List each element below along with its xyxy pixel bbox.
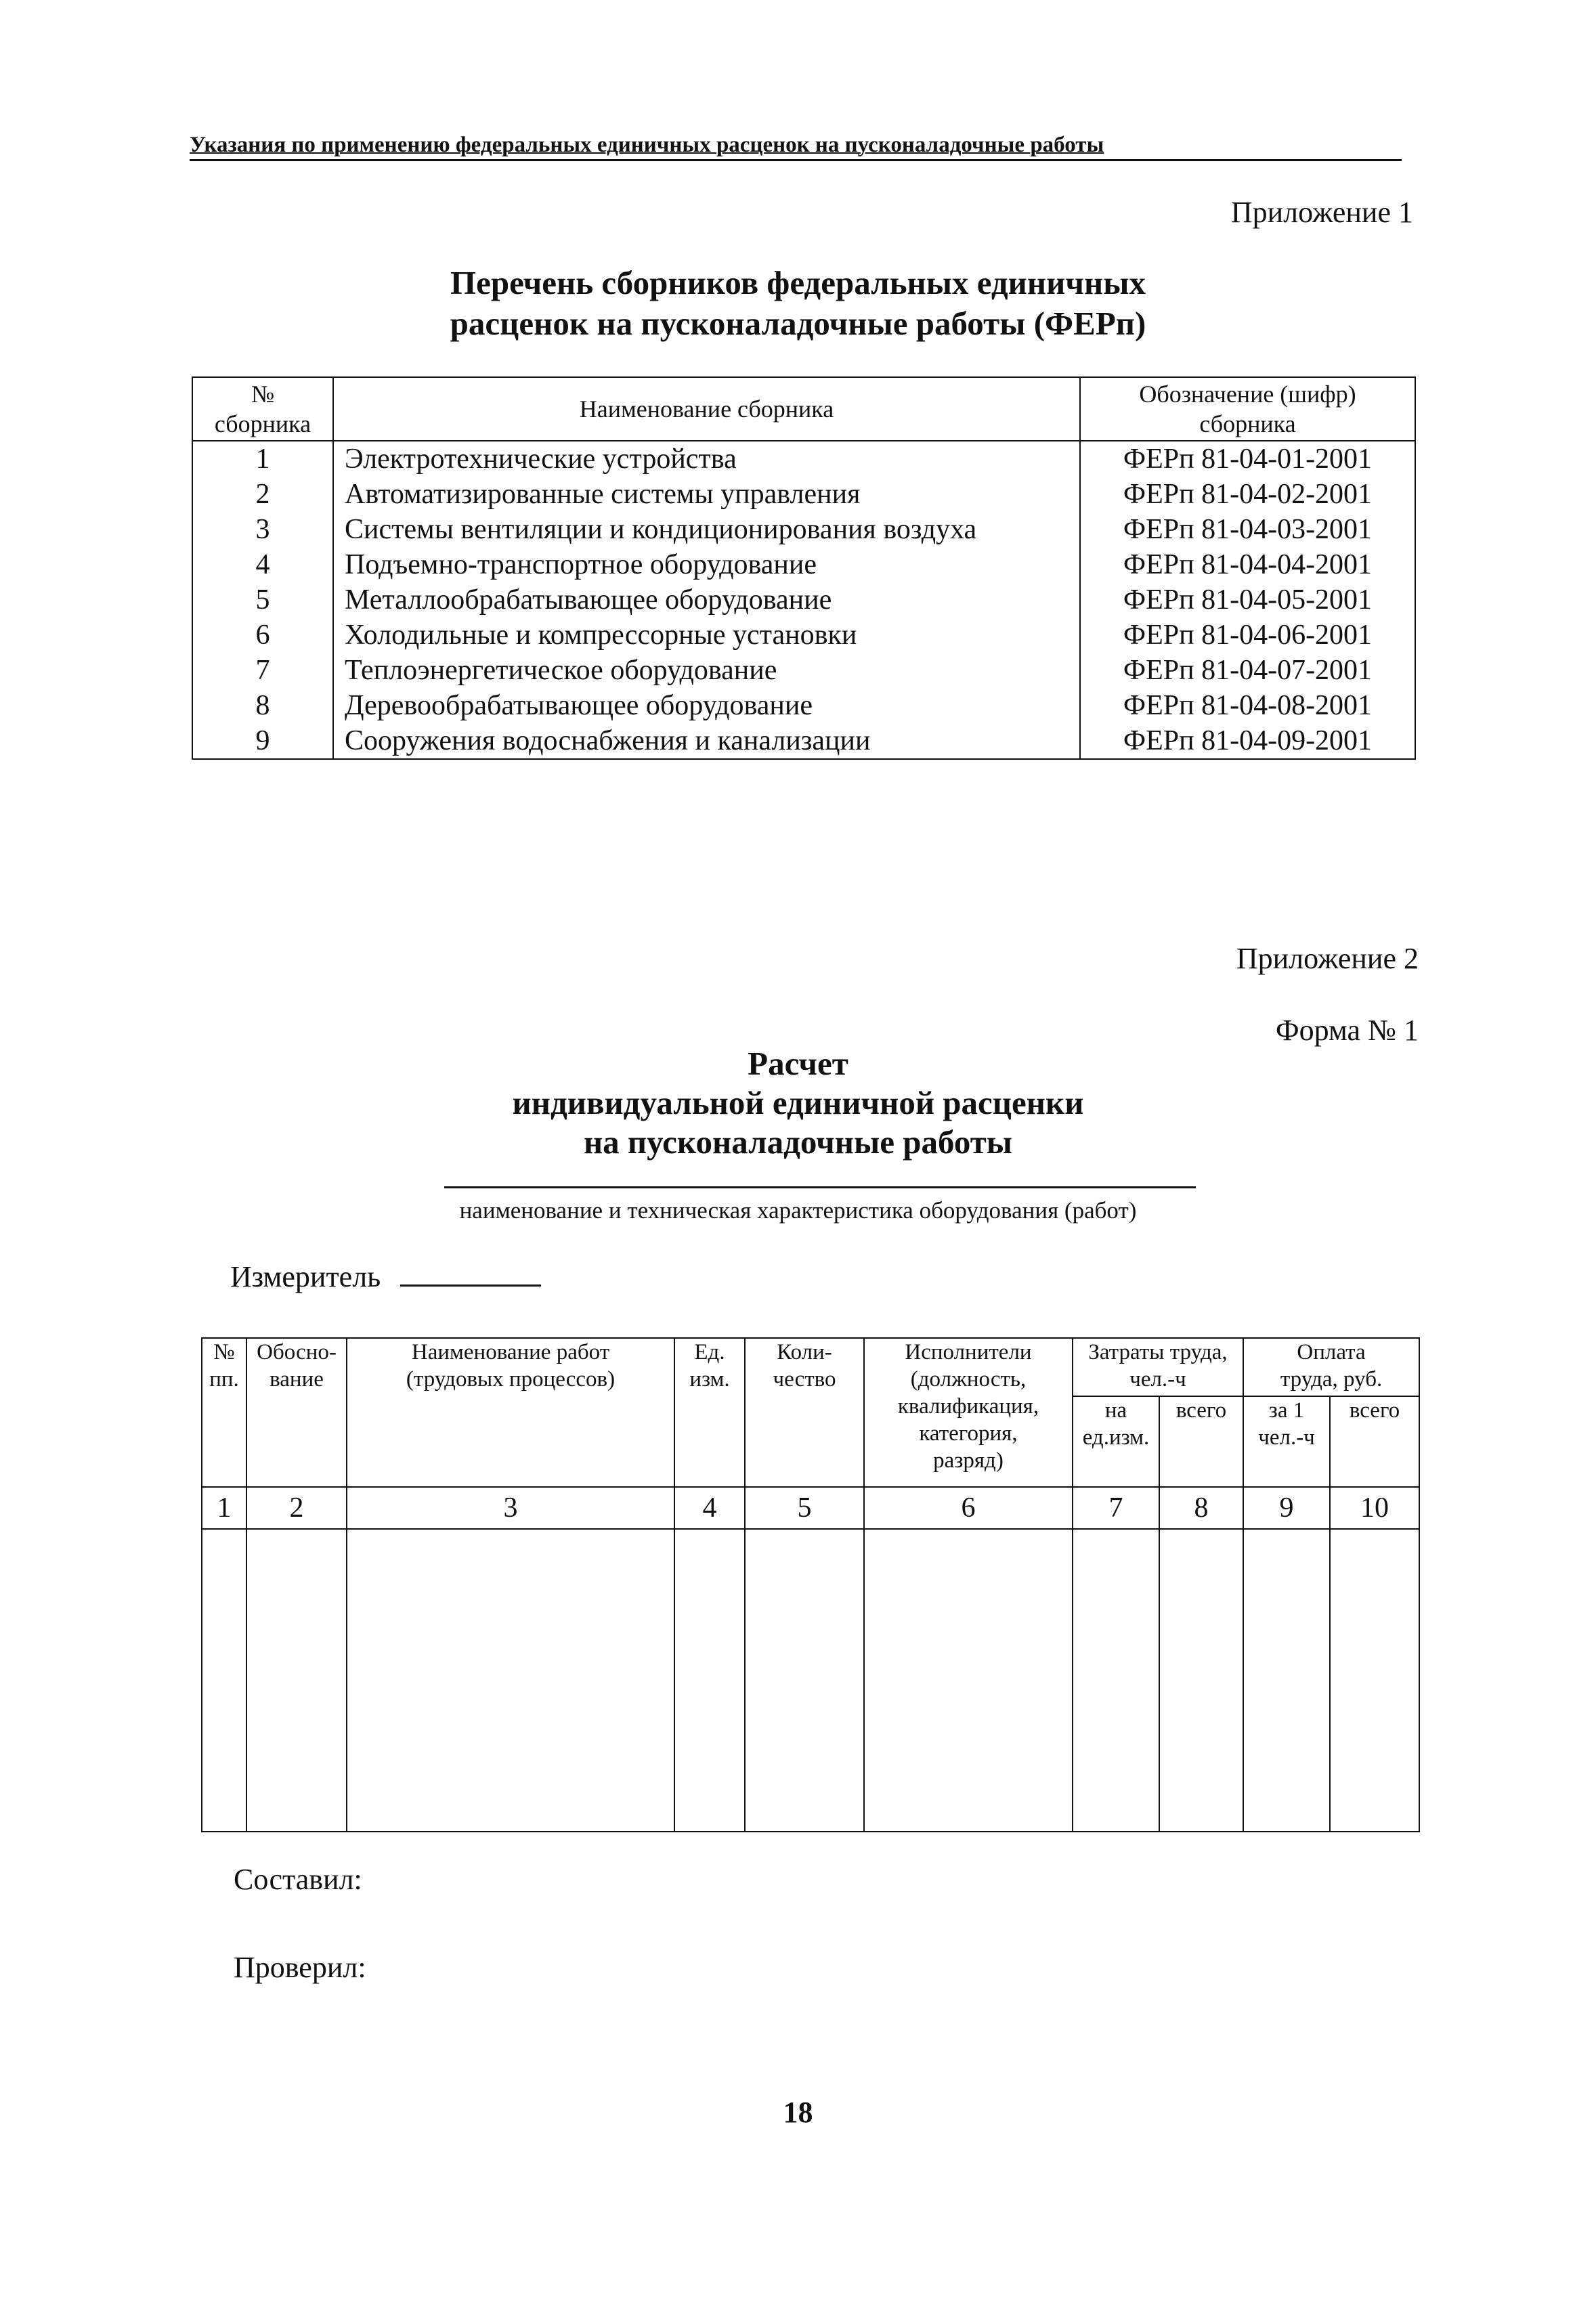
form-header-row-1 [202,1338,1419,1396]
column-number: 8 [1159,1487,1243,1529]
row-name: Электротехнические устройства [333,441,1080,477]
row-code: ФЕРп 81-04-03-2001 [1080,512,1415,547]
running-header-text: Указания по применению федеральных единичных расценок на пусконаладочные работы [190,133,1104,157]
col-header-pp-line1: № [213,1340,235,1364]
blank-cell [1243,1529,1330,1832]
row-code: ФЕРп 81-04-04-2001 [1080,547,1415,582]
appendix-1-title-line1: Перечень сборников федеральных единичных [450,264,1146,301]
col-header-unit [674,1338,745,1487]
column-number: 9 [1243,1487,1330,1529]
measure-label: Измеритель [230,1260,381,1293]
row-number: 1 [192,441,333,477]
row-name: Теплоэнергетическое оборудование [333,653,1080,688]
blank-cell [246,1529,347,1832]
row-number: 8 [192,688,333,723]
appendix-2-title-line3: на пусконаладочные работы [583,1123,1013,1161]
col-header-labor-line2: чел.-ч [1129,1367,1186,1391]
column-number: 2 [246,1487,347,1529]
column-number: 3 [347,1487,674,1529]
row-code: ФЕРп 81-04-06-2001 [1080,618,1415,653]
row-number: 3 [192,512,333,547]
col-header-basis [246,1338,347,1487]
measure-blank [400,1260,541,1287]
appendix-2-label: Приложение 2 [1236,942,1419,975]
column-number: 6 [864,1487,1073,1529]
table-row [192,477,1415,512]
row-name: Металлообрабатывающее оборудование [333,582,1080,618]
col-header-pay [1243,1338,1419,1396]
row-name: Системы вентиляции и кондиционирования воздуха [333,512,1080,547]
row-code: ФЕРп 81-04-09-2001 [1080,723,1415,759]
blank-cell [1073,1529,1159,1832]
table-row [192,688,1415,723]
col-header-pp [202,1338,246,1487]
column-number: 1 [202,1487,246,1529]
blank-cell [347,1529,674,1832]
row-code: ФЕРп 81-04-02-2001 [1080,477,1415,512]
column-numbers-row [202,1487,1419,1529]
col-header-number-line2: сборника [214,410,311,437]
col-header-basis-line1: Обосно- [257,1340,337,1364]
table-row [192,512,1415,547]
blank-cell [864,1529,1073,1832]
row-number: 4 [192,547,333,582]
row-code: ФЕРп 81-04-05-2001 [1080,582,1415,618]
row-name: Автоматизированные системы управления [333,477,1080,512]
running-header [190,133,1402,161]
row-name: Сооружения водоснабжения и канализации [333,723,1080,759]
blank-cell [745,1529,864,1832]
row-number: 2 [192,477,333,512]
col-header-pay-line1: Оплата [1297,1340,1366,1364]
col-header-performers-line2: (должность, [910,1367,1027,1391]
appendix-2-title-line1: Расчет [748,1045,848,1082]
col-header-performers-line1: Исполнители [905,1340,1032,1364]
row-code: ФЕРп 81-04-07-2001 [1080,653,1415,688]
col-header-unit-line1: Ед. [694,1340,725,1364]
col-header-labor-per-unit-line1: на [1104,1398,1127,1423]
blank-cell [1330,1529,1419,1832]
table-row [192,618,1415,653]
calculation-form-table [201,1337,1420,1832]
appendix-1-title-line2: расценок на пусконаладочные работы (ФЕРп) [450,305,1146,342]
col-header-labor-line1: Затраты труда, [1088,1340,1228,1364]
column-number: 7 [1073,1487,1159,1529]
blank-entry-row [202,1529,1419,1832]
page-number: 18 [783,2096,813,2129]
col-header-labor-total: всего [1159,1396,1243,1487]
row-number: 5 [192,582,333,618]
table-row [192,547,1415,582]
blank-cell [202,1529,246,1832]
appendix-2-title-line2: индивидуальной единичной расценки [512,1084,1084,1121]
col-header-work-name-line1: Наименование работ [411,1340,610,1364]
col-header-pay-per-hour [1243,1396,1330,1487]
col-header-pay-per-hour-line2: чел.-ч [1258,1425,1315,1450]
compiled-by-label: Составил: [234,1863,362,1896]
col-header-pay-line2: труда, руб. [1280,1367,1383,1391]
appendix-2-title [0,1044,1596,1162]
row-number: 6 [192,618,333,653]
col-header-work-name [347,1338,674,1487]
col-header-code [1080,377,1415,441]
row-number: 7 [192,653,333,688]
collections-table [192,376,1416,760]
equipment-caption: наименование и техническая характеристика оборудования (работ) [459,1197,1137,1224]
col-header-pay-total: всего [1330,1396,1419,1487]
col-header-code-line2: сборника [1199,410,1296,437]
table-row [192,723,1415,759]
col-header-quantity-line1: Коли- [777,1340,832,1364]
col-header-pp-line2: пп. [209,1367,239,1391]
col-header-labor-per-unit-line2: ед.изм. [1082,1425,1150,1450]
col-header-name: Наименование сборника [333,377,1080,441]
row-name: Холодильные и компрессорные установки [333,618,1080,653]
col-header-number [192,377,333,441]
appendix-1-title [0,263,1596,344]
form-label: Форма № 1 [1275,1014,1419,1047]
row-name: Подъемно-транспортное оборудование [333,547,1080,582]
row-code: ФЕРп 81-04-01-2001 [1080,441,1415,477]
col-header-number-line1: № [251,381,275,408]
table-row [192,441,1415,477]
table-row [192,582,1415,618]
row-code: ФЕРп 81-04-08-2001 [1080,688,1415,723]
col-header-quantity-line2: чество [773,1367,836,1391]
column-number: 5 [745,1487,864,1529]
col-header-performers-line5: разряд) [933,1448,1004,1473]
collections-table-header [192,377,1415,441]
col-header-performers [864,1338,1073,1487]
col-header-quantity [745,1338,864,1487]
row-number: 9 [192,723,333,759]
col-header-pay-per-hour-line1: за 1 [1268,1398,1305,1423]
column-number: 4 [674,1487,745,1529]
row-name: Деревообрабатывающее оборудование [333,688,1080,723]
checked-by-label: Проверил: [234,1951,366,1984]
blank-cell [674,1529,745,1832]
col-header-labor [1073,1338,1243,1396]
measure-row [230,1259,541,1294]
appendix-1-label: Приложение 1 [1230,196,1413,229]
col-header-basis-line2: вание [269,1367,324,1391]
col-header-code-line1: Обозначение (шифр) [1139,381,1356,408]
col-header-unit-line2: изм. [689,1367,730,1391]
col-header-performers-line3: квалификация, [897,1394,1039,1419]
col-header-labor-per-unit [1073,1396,1159,1487]
blank-cell [1159,1529,1243,1832]
col-header-work-name-line2: (трудовых процессов) [406,1367,616,1391]
table-row [192,653,1415,688]
column-number: 10 [1330,1487,1419,1529]
equipment-name-line [444,1186,1196,1188]
col-header-performers-line4: категория, [919,1421,1018,1446]
